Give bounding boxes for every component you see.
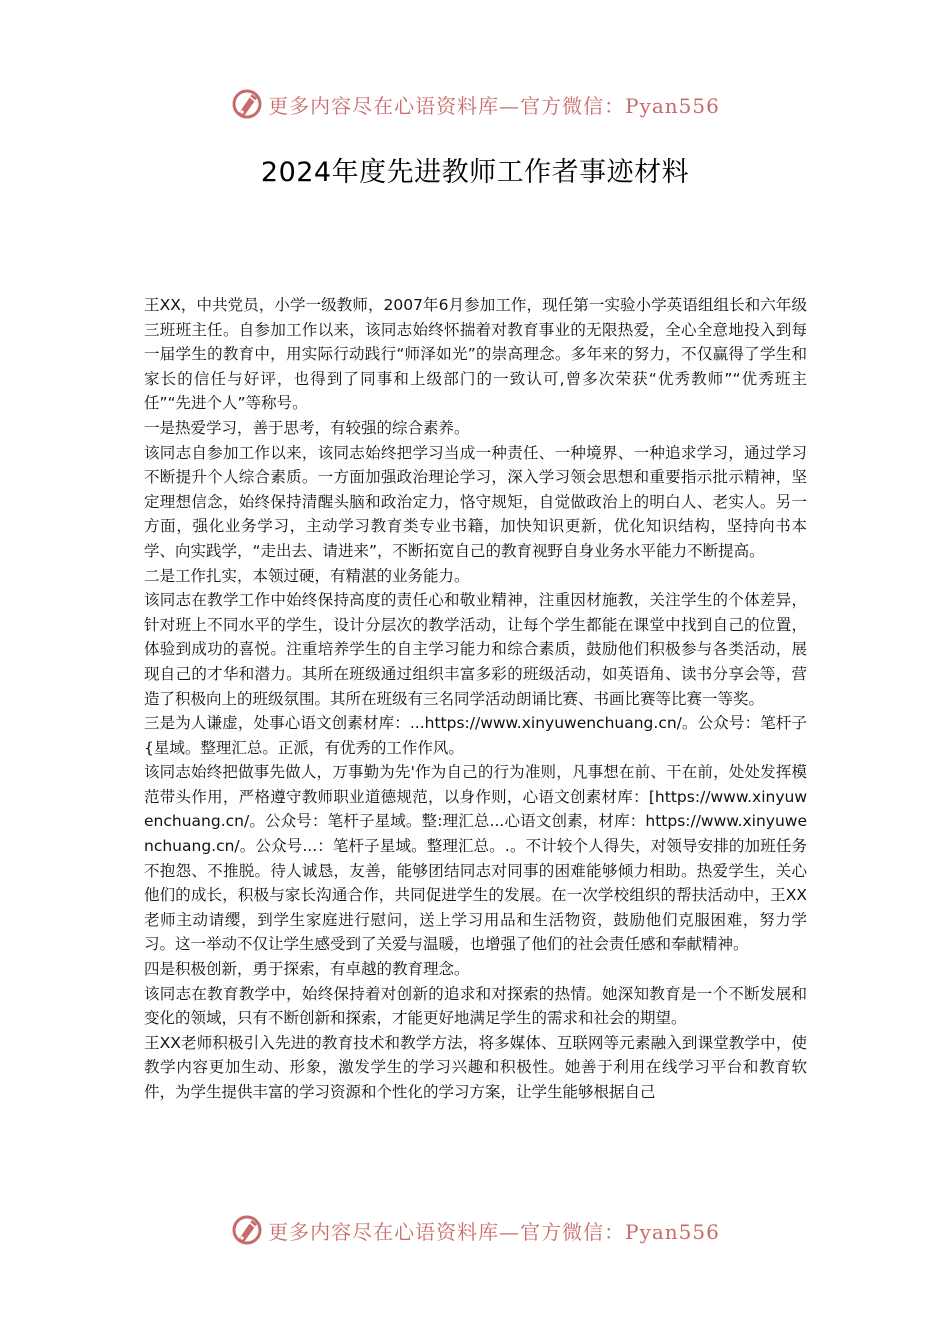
pen-nib-circle-icon bbox=[230, 1212, 266, 1248]
document-title: 2024年度先进教师工作者事迹材料 bbox=[260, 157, 690, 188]
section-heading: 三是为人谦虚，处事心语文创素材库：...https://www.xinyuwenchuang.cn/。公众号：笔杆子{星域。整理汇总。正派，有优秀的工作作风。 bbox=[144, 714, 807, 757]
pen-nib-circle-icon bbox=[230, 86, 266, 122]
paragraph: 该同志自参加工作以来，该同志始终把学习当成一种责任、一种境界、一种追求学习，通过学习不断提升个人综合素质。一方面加强政治理论学习，深入学习领会思想和重要指示批示精神，坚定理想信念，始终保持清醒头脑和政治定力，恪守规矩，自觉做政治上的明白人、老实人。另一方面，强化业务学习，主动学习教育类专业书籍，加快知识更新，优化知识结构，坚持向书本学、向实践学，“走出去、请进来”，不断拓宽自己的教育视野自身业务水平能力不断提高。 bbox=[144, 443, 807, 560]
watermark-text: 更多内容尽在心语资料库—官方微信：Pyan556 bbox=[268, 1219, 720, 1244]
watermark-text: 更多内容尽在心语资料库—官方微信：Pyan556 bbox=[268, 93, 720, 118]
footer-watermark bbox=[0, 1210, 950, 1250]
header-watermark bbox=[0, 84, 950, 124]
paragraph: 该同志在教学工作中始终保持高度的责任心和敬业精神，注重因材施教，关注学生的个体差异，针对班上不同水平的学生，设计分层次的教学活动，让每个学生都能在课堂中找到自己的位置，体验到成功的喜悦。注重培养学生的自主学习能力和综合素质，鼓励他们积极参与各类活动，展现自己的才华和潜力。其所在班级通过组织丰富多彩的班级活动，如英语角、读书分享会等，营造了积极向上的班级氛围。其所在班级有三名同学活动朗诵比赛、书画比赛等比赛一等奖。 bbox=[144, 591, 807, 708]
section-heading: 一是热爱学习，善于思考，有较强的综合素养。 bbox=[144, 418, 470, 437]
paragraph: 王XX，中共党员，小学一级教师，2007年6月参加工作，现任第一实验小学英语组组长和六年级三班班主任。自参加工作以来，该同志始终怀揣着对教育事业的无限热爱，全心全意地投入到每一届学生的教育中，用实际行动践行“师泽如光”的崇高理念。多年来的努力，不仅赢得了学生和家长的信任与好评，也得到了同事和上级部门的一致认可,曾多次荣获“优秀教师”“优秀班主任”“先进个人”等称号。 bbox=[144, 296, 807, 413]
document-body bbox=[144, 293, 807, 1105]
section-heading: 四是积极创新，勇于探索，有卓越的教育理念。 bbox=[144, 960, 470, 979]
paragraph: 该同志在教育教学中，始终保持着对创新的追求和对探索的热情。她深知教育是一个不断发展和变化的领域，只有不断创新和探索，才能更好地满足学生的需求和社会的期望。 bbox=[144, 984, 807, 1028]
paragraph: 该同志始终把做事先做人，万事勤为先'作为自己的行为准则，凡事想在前、干在前，处处发挥模范带头作用，严格遵守教师职业道德规范，以身作则，心语文创素材库：[https://www.xinyuwenchuang.cn/。公众号：笔杆子星域。整:理汇总...心语文创素，材库：https://www.xinyuwenchuang.cn/。公众号...：笔杆子星域。整理汇总。.。不计较个人得失，对领导安排的加班任务不抱怨、不推脱。待人诚恳，友善，能够团结同志对同事的困难能够倾力相助。热爱学生，关心他们的成长，积极与家长沟通合作，共同促进学生的发展。在一次学校组织的帮扶活动中，王XX老师主动请缨，到学生家庭进行慰问，送上学习用品和生活物资，鼓励他们克服困难，努力学习。这一举动不仅让学生感受到了关爱与温暖，也增强了他们的社会责任感和奉献精神。 bbox=[144, 763, 807, 954]
paragraph: 王XX老师积极引入先进的教育技术和教学方法，将多媒体、互联网等元素融入到课堂教学中，使教学内容更加生动、形象，激发学生的学习兴趣和积极性。她善于利用在线学习平台和教育软件，为学生提供丰富的学习资源和个性化的学习方案，让学生能够根据自己 bbox=[144, 1033, 807, 1101]
section-heading: 二是工作扎实，本领过硬，有精湛的业务能力。 bbox=[144, 566, 470, 585]
